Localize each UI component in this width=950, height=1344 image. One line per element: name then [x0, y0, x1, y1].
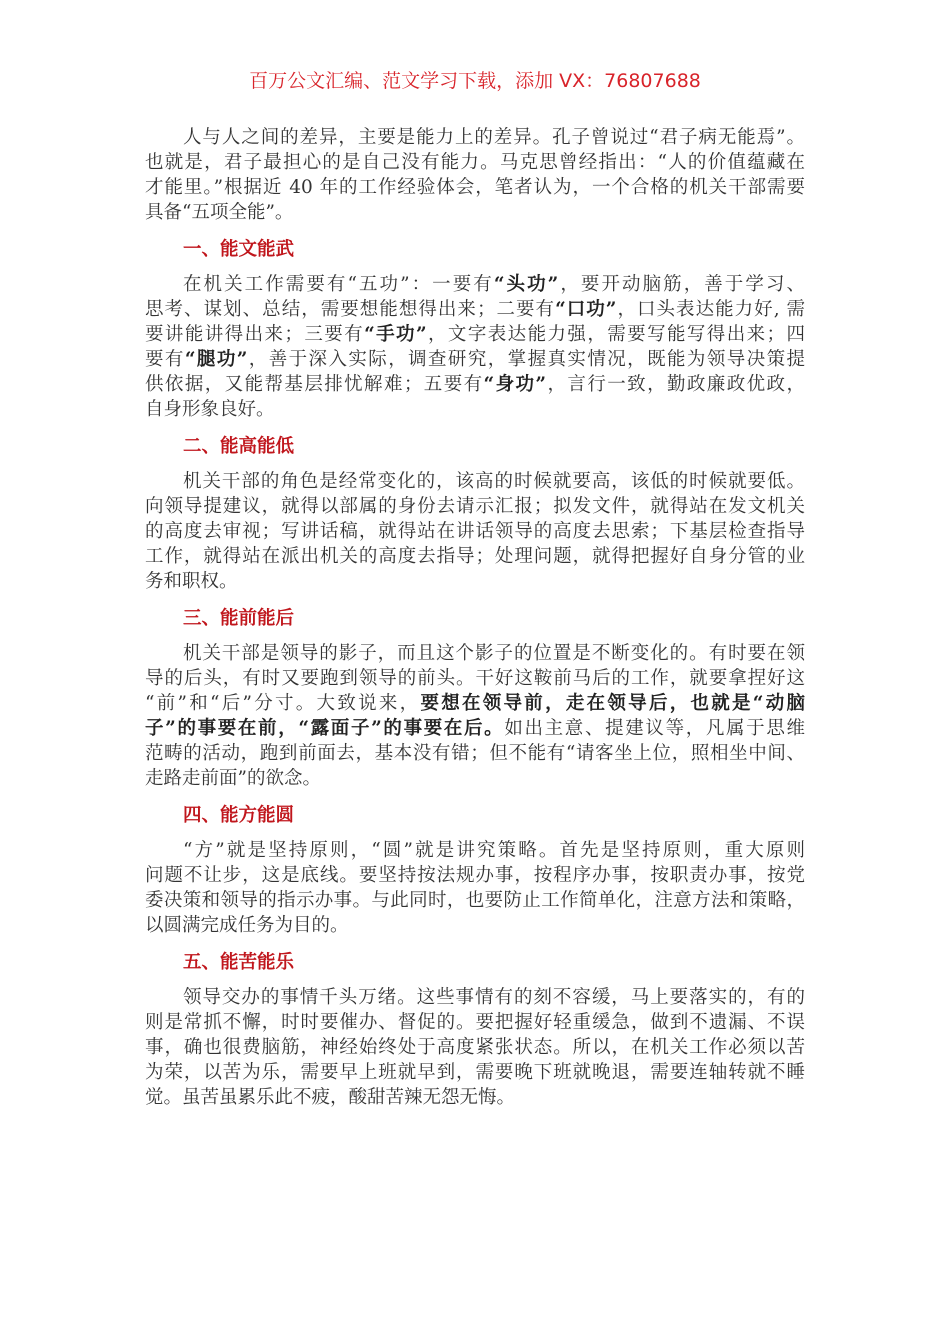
text-span: 要讲能讲得出来；三要有: [145, 324, 365, 345]
document-body: [145, 125, 805, 1110]
text-span: 机关干部是领导的影子，而且这个影子的位置是不断变化的。有时要在领: [183, 643, 805, 664]
text-span: 问题不让步，这是底线。要坚持按法规办事，按程序办事，按职责办事，按党: [145, 865, 805, 886]
bold-text: “口功”: [555, 299, 617, 320]
bold-text: “手功”: [364, 324, 427, 345]
text-line: [145, 544, 805, 569]
section-heading: 二、能高能低: [183, 436, 295, 457]
text-span: 务和职权。: [145, 571, 238, 592]
text-span: 才能里。”根据近 40 年的工作经验体会，笔者认为，一个合格的机关干部需要: [145, 177, 805, 198]
text-span: 以圆满完成任务为目的。: [145, 915, 349, 936]
text-line: [145, 985, 805, 1010]
text-span: 也就是，君子最担心的是自己没有能力。马克思曾经指出：“人的价值蕴藏在: [145, 152, 805, 173]
text-line: [145, 1085, 805, 1110]
text-span: 领导交办的事情千头万绪。这些事情有的刻不容缓，马上要落实的，有的: [183, 987, 805, 1008]
text-line: [145, 741, 805, 766]
text-line: [145, 175, 805, 200]
text-span: ，要开动脑筋，善于学习、: [558, 274, 805, 295]
text-span: 为荣，以苦为乐，需要早上班就早到，需要晚下班就晚退，需要连轴转就不睡: [145, 1062, 805, 1083]
text-line: [145, 913, 805, 938]
text-line: [145, 200, 805, 225]
text-span: 向领导提建议，就得以部属的身份去请示汇报；拟发文件，就得站在发文机关: [145, 496, 805, 517]
text-line: [145, 863, 805, 888]
bold-text: 要想在领导前，走在领导后，也就是“动脑: [420, 693, 805, 714]
text-line: [145, 1060, 805, 1085]
text-span: “方”就是坚持原则，“圆”就是讲究策略。首先是坚持原则，重大原则: [183, 840, 805, 861]
section-heading: 一、能文能武: [183, 239, 295, 260]
text-span: ，文字表达能力强，需要写能写得出来；四: [426, 324, 805, 345]
promo-banner: 百万公文汇编、范文学习下载，添加 VX：76807688: [249, 70, 701, 92]
section-heading: 四、能方能圆: [183, 805, 295, 826]
text-span: 人与人之间的差异，主要是能力上的差异。孔子曾说过“君子病无能焉”。: [183, 127, 805, 148]
text-span: ，善于深入实际，调查研究，掌握真实情况，既能为领导决策提: [247, 349, 805, 370]
text-line: [145, 838, 805, 863]
text-span: 范畴的活动，跑到前面去，基本没有错；但不能有“请客坐上位，照相坐中间、: [145, 743, 805, 764]
text-span: “前”和“后”分寸。大致说来，: [145, 693, 421, 714]
section-heading: 三、能前能后: [183, 608, 295, 629]
bold-text: “身功”: [483, 374, 547, 395]
section-heading: 五、能苦能乐: [183, 952, 295, 973]
text-span: ，言行一致，勤政廉政优政，: [546, 374, 805, 395]
text-line: [145, 716, 805, 741]
text-line: [145, 150, 805, 175]
text-span: 供依据，又能帮基层排忧解难；五要有: [145, 374, 484, 395]
text-line: [145, 666, 805, 691]
text-line: [145, 297, 805, 322]
text-span: 工作，就得站在派出机关的高度去指导；处理问题，就得把握好自身分管的业: [145, 546, 805, 567]
paragraph: [145, 985, 805, 1110]
bold-text: “头功”: [493, 274, 559, 295]
text-span: 如出主意、提建议等，凡属于思维: [504, 718, 805, 739]
text-span: ，口头表达能力好, 需: [616, 299, 805, 320]
text-span: 委决策和领导的指示办事。与此同时，也要防止工作简单化，注意方法和策略，: [145, 890, 805, 911]
text-span: 事，确也很费脑筋，神经始终处于高度紧张状态。所以，在机关工作必须以苦: [145, 1037, 805, 1058]
text-span: 思考、谋划、总结，需要想能想得出来；二要有: [145, 299, 556, 320]
text-line: [145, 766, 805, 791]
bold-text: “腿功”: [184, 349, 248, 370]
paragraph: [145, 641, 805, 791]
paragraph: [145, 272, 805, 422]
text-span: 机关干部的角色是经常变化的，该高的时候就要高，该低的时候就要低。: [183, 471, 805, 492]
text-line: [145, 397, 805, 422]
text-line: [145, 372, 805, 397]
text-line: [145, 569, 805, 594]
paragraph: [145, 469, 805, 594]
text-span: 走路走前面”的欲念。: [145, 768, 321, 789]
text-line: [145, 519, 805, 544]
text-span: 自身形象良好。: [145, 399, 275, 420]
text-line: [145, 494, 805, 519]
text-span: 在机关工作需要有“五功”：一要有: [183, 274, 494, 295]
text-line: [145, 1010, 805, 1035]
text-span: 要有: [145, 349, 185, 370]
text-span: 具备“五项全能”。: [145, 202, 294, 223]
text-line: [145, 1035, 805, 1060]
text-line: [145, 888, 805, 913]
text-line: [145, 469, 805, 494]
text-line: [145, 125, 805, 150]
paragraph: [145, 125, 805, 225]
text-line: [145, 272, 805, 297]
text-span: 觉。虽苦虽累乐此不疲，酸甜苦辣无怨无悔。: [145, 1087, 516, 1108]
text-line: [145, 641, 805, 666]
text-line: [145, 347, 805, 372]
text-span: 导的后头，有时又要跑到领导的前头。干好这鞍前马后的工作，就要拿捏好这: [145, 668, 805, 689]
text-span: 则是常抓不懈，时时要催办、督促的。要把握好轻重缓急，做到不遗漏、不误: [145, 1012, 805, 1033]
text-span: 的高度去审视；写讲话稿，就得站在讲话领导的高度去思索；下基层检查指导: [145, 521, 805, 542]
text-line: [145, 322, 805, 347]
text-line: [145, 691, 805, 716]
bold-text: 子”的事要在前，“露面子”的事要在后。: [145, 718, 505, 739]
paragraph: [145, 838, 805, 938]
